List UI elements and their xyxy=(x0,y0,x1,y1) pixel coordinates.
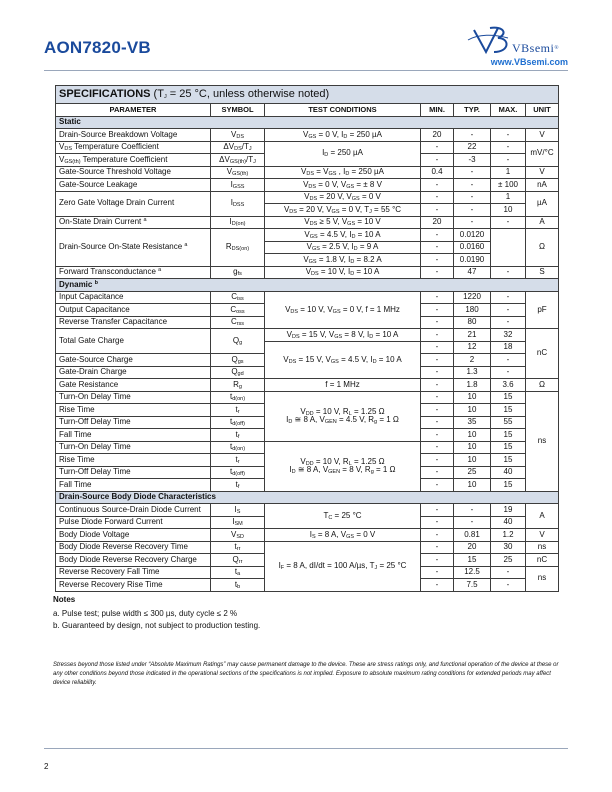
notes xyxy=(53,594,260,632)
registered-mark: ® xyxy=(554,45,560,51)
absolute-ratings-disclaimer: Stresses beyond those listed under “Absolute Maximum Ratings” may cause permanent damage to the device. These are stress ratings only, and functional operation of the device at these or any other conditions beyond those indicated in the operational sections of the specifications is not implied. Exposure to absolute maximum rating conditions for extended periods may affect device reliability. xyxy=(53,662,559,686)
table-row: Gate-Source Threshold Voltage $V_{GS(th)}$ $V_{DS} = V_{GS}$ , $I_D = 250$ µA 0.4 - 1 V xyxy=(56,166,559,179)
table-row: Drain-Source On-State Resistance $^a$ $R_{DS(on)}$ $V_{GS} = 4.5$ V, $I_D = 10$ A - 0.0120 Ω xyxy=(56,229,559,242)
table-row: $V_{DS} = 15$ V, $V_{GS} = 4.5$ V, $I_D = 10$ A - 12 18 xyxy=(56,341,559,354)
switching-conditions-1: $V_{DD} = 10$ V, $R_L = 1.25$ Ω $I_D$ ≅ 8 A, $V_{GEN} = 4.5$ V, $R_g = 1$ Ω xyxy=(265,391,421,441)
table-row: Gate Resistance $R_g$ f = 1 MHz - 1.8 3.6 Ω xyxy=(56,379,559,392)
table-row: Turn-On Delay Time $t_{d(on)}$ $V_{DD} = 10$ V, $R_L = 1.25$ Ω $I_D$ ≅ 8 A, $V_{GEN} = 8$ V, $R_g = 1$ Ω - 10 15 xyxy=(56,441,559,454)
table-row: Output Capacitance $C_{oss}$ - 180 - xyxy=(56,304,559,317)
table-row: Forward Transconductance $^a$ $g_{fs}$ $V_{DS} = 10$ V, $I_D = 10$ A - 47 - S xyxy=(56,266,559,279)
col-unit: UNIT xyxy=(526,104,559,117)
table-row: Rise Time $t_r$ - 10 15 xyxy=(56,404,559,417)
website-link[interactable]: www.VBsemi.com xyxy=(490,57,568,67)
table-row: Reverse Recovery Rise Time $t_b$ - 7.5 - xyxy=(56,579,559,592)
header-rule xyxy=(44,70,568,71)
table-row: Pulse Diode Forward Current $I_{SM}$ - - 40 xyxy=(56,516,559,529)
col-typ: TYP. xyxy=(454,104,491,117)
table-row: Gate-Source Leakage $I_{GSS}$ $V_{DS} = 0$ V, $V_{GS}$ = ± 8 V - - ± 100 nA xyxy=(56,179,559,192)
table-row: Gate-Drain Charge $Q_{gd}$ - 1.3 - xyxy=(56,366,559,379)
section-body-diode: Drain-Source Body Diode Characteristics xyxy=(56,491,559,504)
table-row: Body Diode Reverse Recovery Charge $Q_{rr}$ - 15 25 nC xyxy=(56,554,559,567)
col-max: MAX. xyxy=(491,104,526,117)
table-row: Reverse Transfer Capacitance $C_{rss}$ - 80 - xyxy=(56,316,559,329)
table-title-row xyxy=(56,86,559,104)
table-row: Reverse Recovery Fall Time $t_a$ - 12.5 - ns xyxy=(56,566,559,579)
table-row: Zero Gate Voltage Drain Current $I_{DSS}$ $V_{DS} = 20$ V, $V_{GS} = 0$ V - - 1 µA xyxy=(56,191,559,204)
table-row: Input Capacitance $C_{iss}$ $V_{DS} = 10$ V, $V_{GS} = 0$ V, f = 1 MHz - 1220 - pF xyxy=(56,291,559,304)
section-static: Static xyxy=(56,116,559,129)
switching-conditions-2: $V_{DD} = 10$ V, $R_L = 1.25$ Ω $I_D$ ≅ 8 A, $V_{GEN} = 8$ V, $R_g = 1$ Ω xyxy=(265,441,421,491)
col-parameter: PARAMETER xyxy=(56,104,211,117)
notes-title: Notes xyxy=(53,595,76,604)
brand-name: VBsemi® xyxy=(512,41,560,55)
table-row: Fall Time $t_f$ - 10 15 xyxy=(56,429,559,442)
table-title: SPECIFICATIONS ($T_J = 25$ °C, unless otherwise noted) xyxy=(56,86,559,104)
table-row: Turn-Off Delay Time $t_{d(off)}$ - 25 40 xyxy=(56,466,559,479)
table-header-row xyxy=(56,104,559,117)
table-row: Turn-On Delay Time $t_{d(on)}$ $V_{DD} = 10$ V, $R_L = 1.25$ Ω $I_D$ ≅ 8 A, $V_{GEN} = 4.5$ V, $R_g = 1$ Ω - 10 15 ns xyxy=(56,391,559,404)
table-row: Turn-Off Delay Time $t_{d(off)}$ - 35 55 xyxy=(56,416,559,429)
specifications-table xyxy=(55,85,559,592)
section-dynamic: Dynamic $^b$ xyxy=(56,279,559,292)
table-row: Fall Time $t_f$ - 10 15 xyxy=(56,479,559,492)
col-test-conditions: TEST CONDITIONS xyxy=(265,104,421,117)
table-row: $V_{GS} = 2.5$ V, $I_D = 9$ A - 0.0160 xyxy=(56,241,559,254)
table-row: $V_{GS(th)}$ Temperature Coefficient $\Delta V_{GS(th)}/T_J$ - -3 - xyxy=(56,154,559,167)
table-row: $V_{DS}$ Temperature Coefficient $\Delta V_{DS}/T_J$ $I_D = 250$ µA - 22 - mV/°C xyxy=(56,141,559,154)
table-row: Rise Time $t_r$ - 10 15 xyxy=(56,454,559,467)
table-row: Total Gate Charge $Q_g$ $V_{DS} = 15$ V, $V_{GS} = 8$ V, $I_D = 10$ A - 21 32 nC xyxy=(56,329,559,342)
note-a: a. Pulse test; pulse width ≤ 300 µs, duty cycle ≤ 2 % xyxy=(53,609,238,618)
table-row: $V_{DS} = 20$ V, $V_{GS} = 0$ V, $T_J = 55$ °C - - 10 xyxy=(56,204,559,217)
part-number-title: AON7820-VB xyxy=(44,38,151,57)
table-row: Drain-Source Breakdown Voltage $V_{DS}$ $V_{GS} = 0$ V, $I_D = 250$ µA 20 - - V xyxy=(56,129,559,142)
table-row: Body Diode Reverse Recovery Time $t_{rr}$ $I_F = 8$ A, dI/dt = 100 A/µs, $T_J = 25$ °C - 20 30 ns xyxy=(56,541,559,554)
page-number: 2 xyxy=(44,762,49,771)
note-b: b. Guaranteed by design, not subject to production testing. xyxy=(53,621,261,630)
footer-rule xyxy=(44,748,568,749)
table-row: Continuous Source-Drain Diode Current $I_S$ $T_C = 25$ °C - - 19 A xyxy=(56,504,559,517)
col-symbol: SYMBOL xyxy=(211,104,265,117)
col-min: MIN. xyxy=(421,104,454,117)
table-row: $V_{GS} = 1.8$ V, $I_D = 8.2$ A - 0.0190 xyxy=(56,254,559,267)
table-row: Body Diode Voltage $V_{SD}$ $I_S = 8$ A, $V_{GS} = 0$ V - 0.81 1.2 V xyxy=(56,529,559,542)
table-row: On-State Drain Current $^a$ $I_{D(on)}$ $V_{DS} \ge 5$ V, $V_{GS} = 10$ V 20 - - A xyxy=(56,216,559,229)
table-row: Gate-Source Charge $Q_{gs}$ - 2 - xyxy=(56,354,559,367)
